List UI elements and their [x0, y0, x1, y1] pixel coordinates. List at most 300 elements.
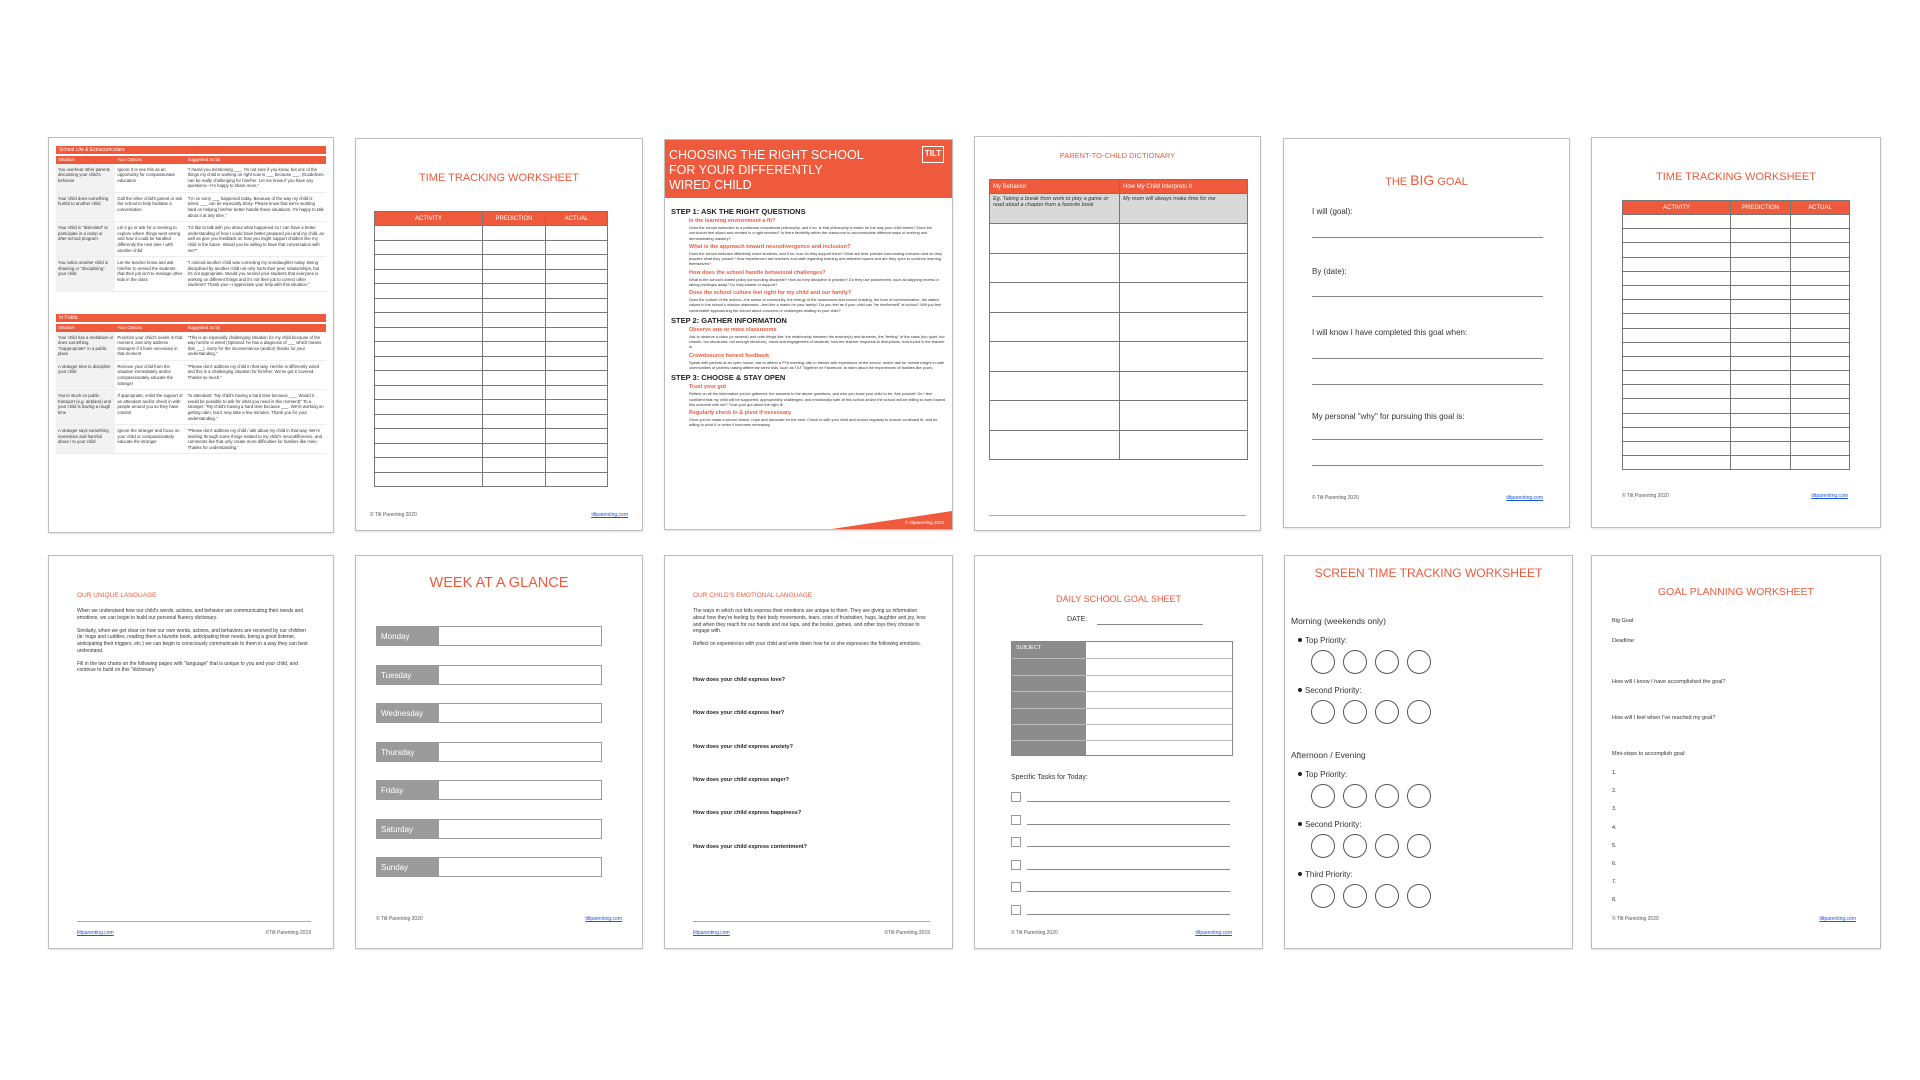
blank-cell[interactable]: [375, 472, 483, 487]
blank-cell[interactable]: [546, 400, 608, 415]
tracking-circle[interactable]: [1407, 700, 1431, 724]
blank-row: [1623, 314, 1850, 328]
page-time-tracking-2: [1591, 137, 1881, 528]
page-footer: © Tilt Parenting 2020 tiltparenting.com: [376, 916, 622, 922]
blank-cell[interactable]: [1623, 413, 1731, 427]
answer-line[interactable]: [1312, 237, 1543, 238]
blank-cell[interactable]: [1623, 442, 1731, 456]
page-title: DAILY SCHOOL GOAL SHEET: [1055, 594, 1182, 604]
blank-cell[interactable]: [1791, 456, 1850, 470]
blank-cell[interactable]: [1731, 314, 1791, 328]
blank-row: [990, 371, 1248, 401]
priority-label: Third Priority:: [1305, 870, 1353, 879]
col-child-interprets: How My Child Interprets It: [1120, 180, 1248, 194]
mini-step-number: 7.: [1612, 879, 1617, 886]
step-subheading: What is the approach toward neurodivergence and inclusion?: [689, 243, 851, 250]
blank-cell[interactable]: [1623, 371, 1731, 385]
step-body: Does the culture of the school—the sense of community, the energy of the classrooms and school building, the tone of communication, the stated values in the school's mission statement—feel like a match for your family? Do you feel as if your child can "be him/herself" at school? Will you feel comfortable approaching the school about concerns or challenges relating to your child?: [689, 297, 942, 313]
bullet-icon: [1298, 872, 1302, 876]
blank-cell[interactable]: [1791, 342, 1850, 356]
blank-cell[interactable]: [1791, 314, 1850, 328]
tracking-circle[interactable]: [1343, 784, 1367, 808]
blank-cell[interactable]: [375, 458, 483, 473]
section-header-in-public: In Public: [56, 314, 326, 322]
blank-cell[interactable]: [546, 284, 608, 299]
tracking-circle[interactable]: [1311, 650, 1335, 674]
tracking-circle[interactable]: [1375, 700, 1399, 724]
subject-row-line: [1012, 658, 1232, 659]
section-afternoon: Afternoon / Evening: [1291, 750, 1366, 760]
step-subheading: How does the school handle behavioral challenges?: [689, 269, 826, 276]
blank-cell[interactable]: [483, 458, 546, 473]
blank-cell[interactable]: [546, 458, 608, 473]
blank-cell[interactable]: [1120, 224, 1248, 254]
blank-cell[interactable]: [1731, 413, 1791, 427]
blank-cell[interactable]: [546, 313, 608, 328]
blank-row: [1623, 300, 1850, 314]
blank-row: [375, 371, 608, 386]
footer-link[interactable]: tiltparenting.com: [591, 512, 628, 518]
emotion-question: How does your child express fear?: [693, 710, 785, 717]
blank-cell[interactable]: [1623, 257, 1731, 271]
blank-cell[interactable]: [546, 269, 608, 284]
blank-cell[interactable]: [990, 342, 1120, 372]
blank-cell[interactable]: [483, 371, 546, 386]
step-body: Ask to observe a class (or several) and note things like: the relationship between the teacher(s) and students, the "feeling" of the class (too quiet, too chaotic, too structured, not enough structure), mood and engagement of students, how the teacher responds to disruptions, how tuned in the teacher is.: [689, 333, 945, 350]
school-steps: [671, 205, 946, 431]
blank-cell[interactable]: [1731, 271, 1791, 285]
step-heading: STEP 1: ASK THE RIGHT QUESTIONS: [671, 207, 806, 216]
blank-row: [375, 342, 608, 357]
blank-cell[interactable]: [1791, 243, 1850, 257]
blank-cell[interactable]: [1791, 257, 1850, 271]
table-row: A stranger tries to discipline your child Remove your child from the situation immediately and/or compassionately educate the stranger "Please don't address my child in that way. He/she is differently wired and this is a challenging situation for him/her. We've got it covered. Thanks so much.": [56, 360, 326, 389]
col-header: Suggested Script: [186, 323, 326, 331]
col-prediction: PREDICTION: [483, 212, 546, 226]
priority-circles: [1311, 650, 1439, 679]
footer-link[interactable]: tiltparenting.com: [1811, 493, 1848, 499]
blank-row: [1623, 243, 1850, 257]
tracking-circle[interactable]: [1375, 784, 1399, 808]
blank-cell[interactable]: [483, 298, 546, 313]
blank-cell[interactable]: [1731, 243, 1791, 257]
priority-label: Top Priority:: [1305, 770, 1348, 779]
blank-cell[interactable]: [1731, 229, 1791, 243]
blank-cell[interactable]: [1120, 312, 1248, 342]
bullet-icon: [1298, 688, 1302, 692]
blank-cell[interactable]: [1791, 442, 1850, 456]
footer-link[interactable]: tiltparenting.com: [1195, 930, 1232, 936]
tracking-circle[interactable]: [1375, 650, 1399, 674]
answer-line[interactable]: [1312, 439, 1543, 440]
page-title: PARENT-TO-CHILD DICTIONARY: [1059, 151, 1176, 160]
col-header: Your Options: [115, 156, 185, 164]
step-body: Once you've made a school choice, hope and advocate for the best. Check in with your child and school regularly to ensure continued fit, and be willing to pivot if or when it becomes necessary.: [689, 417, 938, 428]
tracking-circle[interactable]: [1407, 834, 1431, 858]
blank-row: [375, 472, 608, 487]
blank-cell[interactable]: [375, 226, 483, 241]
page-week-at-a-glance: [355, 555, 643, 949]
blank-cell[interactable]: [1623, 229, 1731, 243]
goal-field-label: Mini-steps to accomplish goal:: [1612, 751, 1686, 757]
day-row-monday[interactable]: [376, 626, 602, 646]
task-checkbox[interactable]: [1011, 882, 1021, 892]
blank-cell[interactable]: [483, 443, 546, 458]
blank-cell[interactable]: [375, 255, 483, 270]
blank-row: [1623, 371, 1850, 385]
page-footer: tiltparenting.com ©Tilt Parenting 2019: [77, 930, 311, 936]
tracking-circle[interactable]: [1343, 650, 1367, 674]
tracking-circle[interactable]: [1375, 834, 1399, 858]
blank-cell[interactable]: [546, 429, 608, 444]
blank-cell[interactable]: [1791, 413, 1850, 427]
blank-cell[interactable]: [1731, 257, 1791, 271]
blank-row: [375, 327, 608, 342]
tracking-circle[interactable]: [1311, 834, 1335, 858]
blank-cell[interactable]: [483, 313, 546, 328]
blank-cell[interactable]: [483, 414, 546, 429]
page-footer: © Tilt Parenting 2020 tiltparenting.com: [1622, 493, 1848, 499]
goal-prompt-1: I will (goal):: [1312, 207, 1353, 216]
footer-link[interactable]: tiltparenting.com: [693, 930, 730, 936]
page-title: TIME TRACKING WORKSHEET: [1656, 171, 1816, 183]
task-line[interactable]: [1027, 914, 1230, 915]
blank-cell[interactable]: [546, 298, 608, 313]
blank-row: [375, 458, 608, 473]
blank-cell[interactable]: [1731, 427, 1791, 441]
emotion-question: How does your child express love?: [693, 677, 785, 683]
blank-cell[interactable]: [375, 443, 483, 458]
tracking-circle[interactable]: [1343, 834, 1367, 858]
blank-cell[interactable]: [546, 414, 608, 429]
table-row: You're stuck on public transport (e.g. airplane) and your child is having a rough time If appropriate, enlist the support of an attendant and/or check in with people around you so they have context To attendant: "My child's having a hard time because ___. Would it would be possible to ask for what you need in this moment)" To a stranger: "My child's having a hard time because ___. We're working on getting calm, but it may take a few minutes. Thank you for your understanding.": [56, 390, 326, 425]
priority-label: Second Priority:: [1305, 820, 1362, 829]
goal-prompt-3: I will know I have completed this goal when:: [1312, 328, 1468, 337]
col-my-behavior: My Behavior: [990, 180, 1120, 194]
blank-cell[interactable]: [1731, 456, 1791, 470]
blank-cell[interactable]: [1623, 342, 1731, 356]
tracking-circle[interactable]: [1407, 650, 1431, 674]
step-heading: STEP 2: GATHER INFORMATION: [671, 315, 787, 325]
blank-cell[interactable]: [375, 385, 483, 400]
blank-row: [990, 401, 1248, 431]
answer-line[interactable]: [1312, 296, 1543, 297]
blank-cell[interactable]: [1791, 215, 1850, 229]
blank-cell[interactable]: [1623, 399, 1731, 413]
date-label: DATE:: [1067, 616, 1088, 623]
blank-cell[interactable]: [1120, 401, 1248, 431]
day-label: Saturday: [377, 820, 439, 838]
col-header: Your Options: [115, 323, 185, 331]
blank-row: [1623, 229, 1850, 243]
blank-row: [990, 283, 1248, 313]
answer-line[interactable]: [1312, 384, 1543, 385]
blank-cell[interactable]: [1791, 371, 1850, 385]
footer-rule: [989, 515, 1246, 516]
footer-link[interactable]: tiltparenting.com: [1819, 916, 1856, 922]
blank-cell[interactable]: [1731, 328, 1791, 342]
tracking-circle[interactable]: [1311, 700, 1335, 724]
blank-cell[interactable]: [1623, 314, 1731, 328]
blank-row: [1623, 215, 1850, 229]
tracking-circle[interactable]: [1343, 700, 1367, 724]
blank-cell[interactable]: [1623, 271, 1731, 285]
goal-field-label: How will I know I have accomplished the goal?: [1612, 679, 1726, 685]
subject-table: [1011, 641, 1233, 756]
blank-cell[interactable]: [375, 269, 483, 284]
blank-row: [1623, 442, 1850, 456]
blank-cell[interactable]: [1791, 399, 1850, 413]
blank-cell[interactable]: [546, 226, 608, 241]
day-row-saturday[interactable]: [376, 819, 602, 839]
emotion-question: How does your child express anxiety?: [693, 743, 793, 750]
blank-cell[interactable]: [1791, 229, 1850, 243]
page-footer: © Tilt Parenting 2020 tiltparenting.com: [370, 512, 628, 518]
blank-cell[interactable]: [990, 283, 1120, 313]
blank-cell[interactable]: [375, 240, 483, 255]
day-row-tuesday[interactable]: [376, 665, 602, 685]
blank-row: [1623, 328, 1850, 342]
blank-cell[interactable]: [375, 284, 483, 299]
blank-cell[interactable]: [1731, 285, 1791, 299]
step-heading: STEP 3: CHOOSE & STAY OPEN: [671, 373, 786, 383]
task-line[interactable]: [1027, 846, 1230, 847]
blank-cell[interactable]: [375, 429, 483, 444]
blank-cell[interactable]: [1731, 300, 1791, 314]
section-header-school-life: School Life & Extracurriculars: [56, 146, 326, 154]
blank-cell[interactable]: [1791, 328, 1850, 342]
tracking-circle[interactable]: [1343, 884, 1367, 908]
answer-line[interactable]: [1312, 358, 1543, 359]
blank-row: [375, 313, 608, 328]
page-footer: © Tilt Parenting 2020 tiltparenting.com: [1312, 495, 1543, 501]
blank-cell[interactable]: [375, 356, 483, 371]
blank-cell[interactable]: [1623, 328, 1731, 342]
tracking-circle[interactable]: [1311, 784, 1335, 808]
blank-cell[interactable]: [546, 255, 608, 270]
blank-row: [375, 298, 608, 313]
blank-cell[interactable]: [1623, 300, 1731, 314]
blank-row: [375, 414, 608, 429]
day-label: Friday: [377, 781, 439, 799]
task-line[interactable]: [1027, 869, 1230, 870]
title-line-3: WIRED CHILD: [669, 178, 752, 192]
footer-link[interactable]: tiltparenting.com: [1506, 495, 1543, 501]
blank-cell[interactable]: [1731, 215, 1791, 229]
blank-cell[interactable]: [1623, 285, 1731, 299]
blank-cell[interactable]: [1791, 385, 1850, 399]
blank-cell[interactable]: [990, 224, 1120, 254]
day-row-friday[interactable]: [376, 780, 602, 800]
blank-cell[interactable]: [375, 327, 483, 342]
blank-cell[interactable]: [546, 356, 608, 371]
blank-cell[interactable]: [1120, 371, 1248, 401]
blank-cell[interactable]: [1731, 399, 1791, 413]
blank-cell[interactable]: [1120, 283, 1248, 313]
blank-cell[interactable]: [483, 255, 546, 270]
goal-prompt-2: By (date):: [1312, 267, 1347, 276]
blank-row: [375, 255, 608, 270]
blank-cell[interactable]: [1791, 271, 1850, 285]
col-activity: ACTIVITY: [375, 212, 483, 226]
blank-cell[interactable]: [1791, 356, 1850, 370]
blank-cell[interactable]: [483, 385, 546, 400]
date-input[interactable]: [1097, 624, 1203, 625]
blank-cell[interactable]: [1623, 427, 1731, 441]
blank-cell[interactable]: [1791, 300, 1850, 314]
blank-cell[interactable]: [990, 253, 1120, 283]
priority-label: Top Priority:: [1305, 636, 1348, 645]
blank-row: [1623, 342, 1850, 356]
blank-cell[interactable]: [483, 342, 546, 357]
blank-cell[interactable]: [483, 240, 546, 255]
blank-row: [375, 284, 608, 299]
blank-cell[interactable]: [1623, 356, 1731, 370]
task-checkbox[interactable]: [1011, 792, 1021, 802]
priority-circles: [1311, 834, 1439, 863]
tracking-circle[interactable]: [1407, 784, 1431, 808]
tracking-circle[interactable]: [1375, 884, 1399, 908]
emotion-question: How does your child express anger?: [693, 776, 789, 783]
blank-cell[interactable]: [483, 269, 546, 284]
day-row-thursday[interactable]: [376, 742, 602, 762]
col-actual: ACTUAL: [1791, 201, 1850, 215]
mini-step-number: 5.: [1612, 842, 1617, 849]
blank-cell[interactable]: [1731, 342, 1791, 356]
page-parent-to-child-dictionary: [974, 136, 1261, 531]
blank-row: [1623, 399, 1850, 413]
blank-cell[interactable]: [546, 371, 608, 386]
blank-cell[interactable]: [546, 443, 608, 458]
page-title: TIME TRACKING WORKSHEET: [419, 172, 579, 184]
emotion-question: How does your child express contentment?: [693, 843, 807, 850]
page-title: OUR UNIQUE LANGUAGE: [77, 592, 157, 599]
footer-link[interactable]: tiltparenting.com: [585, 916, 622, 922]
day-label: Thursday: [377, 743, 439, 761]
step-body: Speak with parents at an open house, ask to attend a PTA meeting, talk to friends with experience at the school, and/or ask for honest insight in safe communities of parents raising differently wired kids, such as TiLT Together on Facebook, to learn about the experiences of families like yours.: [689, 359, 945, 370]
blank-row: [1623, 413, 1850, 427]
blank-cell[interactable]: [483, 356, 546, 371]
blank-cell[interactable]: [375, 313, 483, 328]
page-daily-school-goal: [974, 555, 1263, 949]
blank-cell[interactable]: [375, 298, 483, 313]
blank-cell[interactable]: [1731, 442, 1791, 456]
blank-cell[interactable]: [375, 414, 483, 429]
blank-cell[interactable]: [990, 430, 1120, 460]
blank-cell[interactable]: [546, 240, 608, 255]
tracking-circle[interactable]: [1311, 884, 1335, 908]
table-row: Your child does something hurtful to another child Call the other child's parent or ask the school to help facilitate a conversation "I'm so sorry ___ happened today. Because of the way my child is wired, ___ can be especially tricky. Please know that we're working hard on helping him/her better handle these situations. I'm happy to talk about it at any time.": [56, 192, 326, 221]
mini-step-number: 4.: [1612, 824, 1617, 831]
blank-cell[interactable]: [483, 429, 546, 444]
blank-cell[interactable]: [483, 284, 546, 299]
blank-cell[interactable]: [375, 400, 483, 415]
blank-row: [375, 356, 608, 371]
blank-cell[interactable]: [1120, 430, 1248, 460]
page-footer: © Tilt Parenting 2020 tiltparenting.com: [1612, 916, 1856, 922]
task-line[interactable]: [1027, 801, 1230, 802]
blank-cell[interactable]: [1623, 215, 1731, 229]
step-subheading: Trust your gut: [689, 384, 726, 391]
blank-cell[interactable]: [990, 401, 1120, 431]
page-big-goal: [1283, 138, 1570, 528]
dictionary-table: [989, 179, 1248, 460]
blank-row: [375, 269, 608, 284]
blank-cell[interactable]: [1791, 427, 1850, 441]
blank-cell[interactable]: [483, 226, 546, 241]
blank-cell[interactable]: [546, 472, 608, 487]
blank-cell[interactable]: [546, 385, 608, 400]
blank-cell[interactable]: [1623, 243, 1731, 257]
day-row-sunday[interactable]: [376, 857, 602, 877]
task-line[interactable]: [1027, 824, 1230, 825]
priority-circles: [1311, 784, 1439, 813]
footer-link[interactable]: tiltparenting.com: [77, 930, 114, 936]
blank-cell[interactable]: [990, 371, 1120, 401]
goal-field-label: How will I feel when I've reached my goal?: [1612, 715, 1716, 721]
step-body: Does the school embrace differently wired students, and if so, how do they support them? What are their policies surrounding inclusion and do they practice what they preach? How experienced are teachers and staff regarding learning and attention issues and are they open to continue learning themselves?: [689, 250, 942, 267]
blank-cell[interactable]: [1731, 371, 1791, 385]
blank-cell[interactable]: [1791, 285, 1850, 299]
scripts-table-school: [56, 155, 326, 292]
col-actual: ACTUAL: [546, 212, 608, 226]
blank-cell[interactable]: [375, 371, 483, 386]
table-row: Your child is "disinvited" to participate in a camp or after-school program Let it go or ask for a meeting to explore where things went wrong and how it could be handled differently the next time / with another child "I'd like to talk with you about what happened so I can have a better understanding of how I could have better prepared you and my child, as well as give you feedback on how you might support children like my child in the future. Would you be willing to have that conversation with me?": [56, 222, 326, 257]
task-checkbox[interactable]: [1011, 905, 1021, 915]
time-tracking-table: [374, 211, 608, 487]
subject-row-line: [1012, 675, 1232, 676]
blank-cell[interactable]: [1120, 342, 1248, 372]
day-row-wednesday[interactable]: [376, 703, 602, 723]
step-body: What is the school's stated policy surrounding discipline? How do they discipline in practice? Do they use punishment, such as skipping recess or taking privileges away? Do they shame or support?: [689, 276, 939, 287]
blank-cell[interactable]: [1120, 253, 1248, 283]
task-checkbox[interactable]: [1011, 837, 1021, 847]
subject-row-line: [1012, 724, 1232, 725]
answer-line[interactable]: [1312, 465, 1543, 466]
blank-cell[interactable]: [990, 312, 1120, 342]
blank-cell[interactable]: [483, 472, 546, 487]
day-label: Sunday: [377, 858, 439, 876]
step-subheading: Observe one or more classrooms: [689, 326, 777, 333]
intro-text: The ways in which our kids express their emotions are unique to them. They are giving us information about how they're feeling by their body movements, tears, cries of frustration, hugs, laughter and joy, how and when they reach for our hands and our laps, and the books, games, and other toys they choose to engage with. Reflect on experiences with your child and write down how he or she expresses the following emotions.: [693, 608, 926, 647]
subject-label: SUBJECT: [1016, 645, 1042, 651]
blank-cell[interactable]: [375, 342, 483, 357]
blank-cell[interactable]: [546, 327, 608, 342]
page-choosing-school: [664, 139, 953, 530]
blank-cell[interactable]: [483, 400, 546, 415]
goal-field-label: Big Goal:: [1612, 618, 1635, 624]
mini-step-number: 2.: [1612, 788, 1617, 795]
blank-cell[interactable]: [1731, 356, 1791, 370]
blank-row: [1623, 427, 1850, 441]
task-line[interactable]: [1027, 891, 1230, 892]
task-checkbox[interactable]: [1011, 815, 1021, 825]
page-unique-language: [48, 555, 334, 949]
col-header: Situation: [56, 156, 115, 164]
scripts-table-public: [56, 323, 326, 454]
tracking-circle[interactable]: [1407, 884, 1431, 908]
blank-row: [1623, 385, 1850, 399]
task-checkbox[interactable]: [1011, 860, 1021, 870]
blank-cell[interactable]: [1623, 456, 1731, 470]
page-emotional-language: [664, 555, 953, 949]
blank-cell[interactable]: [483, 327, 546, 342]
blank-cell[interactable]: [1731, 385, 1791, 399]
blank-cell[interactable]: [1623, 385, 1731, 399]
blank-cell[interactable]: [546, 342, 608, 357]
col-header: Situation: [56, 323, 115, 331]
blank-row: [1623, 271, 1850, 285]
